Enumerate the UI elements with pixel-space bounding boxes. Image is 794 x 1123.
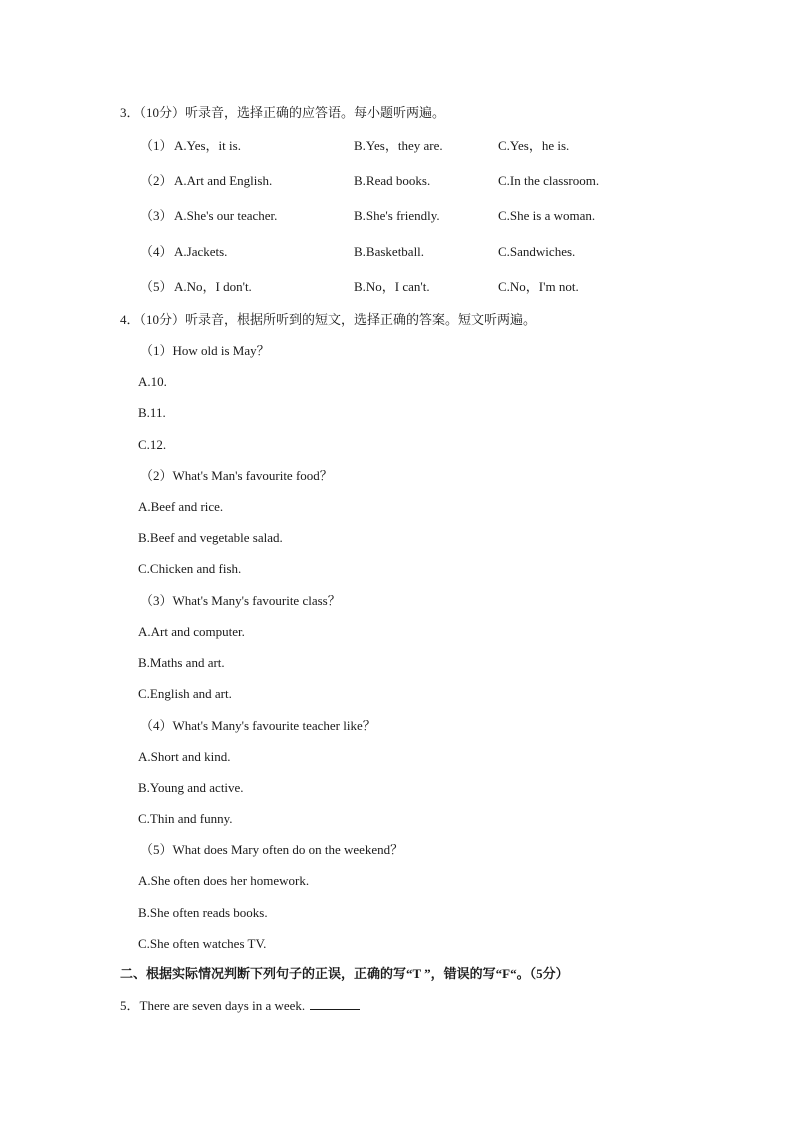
q4-item-1-option-c: C.12. [138,437,167,452]
q4-item-3-option-a: A.Art and computer. [138,624,245,639]
q3-row-2-option-c: C.In the classroom. [498,173,600,188]
q3-row-5-option-a: A.No，I don't. [174,279,252,294]
q4-item-1-option-a: A.10. [138,374,167,389]
q5-line [120,997,360,1015]
q3-row-3-option-a: A.She's our teacher. [174,208,278,223]
q3-row-1-option-b: B.Yes，they are. [354,138,443,153]
q3-row-1-option-a: A.Yes，it is. [174,138,241,153]
q4-item-2-option-b: B.Beef and vegetable salad. [138,530,283,545]
q3-row-5-number: （5） [140,279,173,294]
q3-row-2-option-b: B.Read books. [354,173,431,188]
q4-item-4-question: （4）What's Many's favourite teacher like？ [140,718,376,733]
q5-text: 5．There are seven days in a week. [120,998,306,1013]
q3-header: 3．（10分）听录音，选择正确的应答语。每小题听两遍。 [120,105,446,120]
q3-row-3-option-b: B.She's friendly. [354,208,440,223]
q4-header: 4．（10分）听录音，根据所听到的短文，选择正确的答案。短文听两遍。 [120,312,537,327]
q3-row-1-number: （1） [140,138,173,153]
q3-row-5-option-b: B.No，I can't. [354,279,430,294]
q4-item-5-question: （5）What does Mary often do on the weekend？ [140,842,404,857]
q5-answer-blank[interactable] [310,997,360,1010]
q3-row-4-number: （4） [140,244,173,259]
q4-item-5-option-c: C.She often watches TV. [138,936,267,951]
q4-item-5-option-a: A.She often does her homework. [138,873,310,888]
q4-item-4-option-a: A.Short and kind. [138,749,231,764]
q4-item-3-option-b: B.Maths and art. [138,655,225,670]
q4-item-5-option-b: B.She often reads books. [138,905,268,920]
q4-item-1-question: （1）How old is May？ [140,343,270,358]
q4-item-3-question: （3）What's Many's favourite class？ [140,593,341,608]
q3-row-1-option-c: C.Yes，he is. [498,138,570,153]
q3-row-4-option-b: B.Basketball. [354,244,425,259]
q4-item-4-option-b: B.Young and active. [138,780,244,795]
q3-row-2-number: （2） [140,173,173,188]
q4-item-2-option-c: C.Chicken and fish. [138,561,242,576]
q3-row-2-option-a: A.Art and English. [174,173,273,188]
q4-item-2-question: （2）What's Man's favourite food？ [140,468,333,483]
q4-item-4-option-c: C.Thin and funny. [138,811,233,826]
q4-item-2-option-a: A.Beef and rice. [138,499,224,514]
q3-row-5-option-c: C.No，I'm not. [498,279,579,294]
q3-row-3-number: （3） [140,208,173,223]
q3-row-4-option-a: A.Jackets. [174,244,228,259]
section-2-header: 二、根据实际情况判断下列句子的正误，正确的写“T ”，错误的写“F“。（5分） [120,966,569,981]
q3-row-4-option-c: C.Sandwiches. [498,244,576,259]
q3-row-3-option-c: C.She is a woman. [498,208,596,223]
q4-item-3-option-c: C.English and art. [138,686,232,701]
q4-item-1-option-b: B.11. [138,405,166,420]
